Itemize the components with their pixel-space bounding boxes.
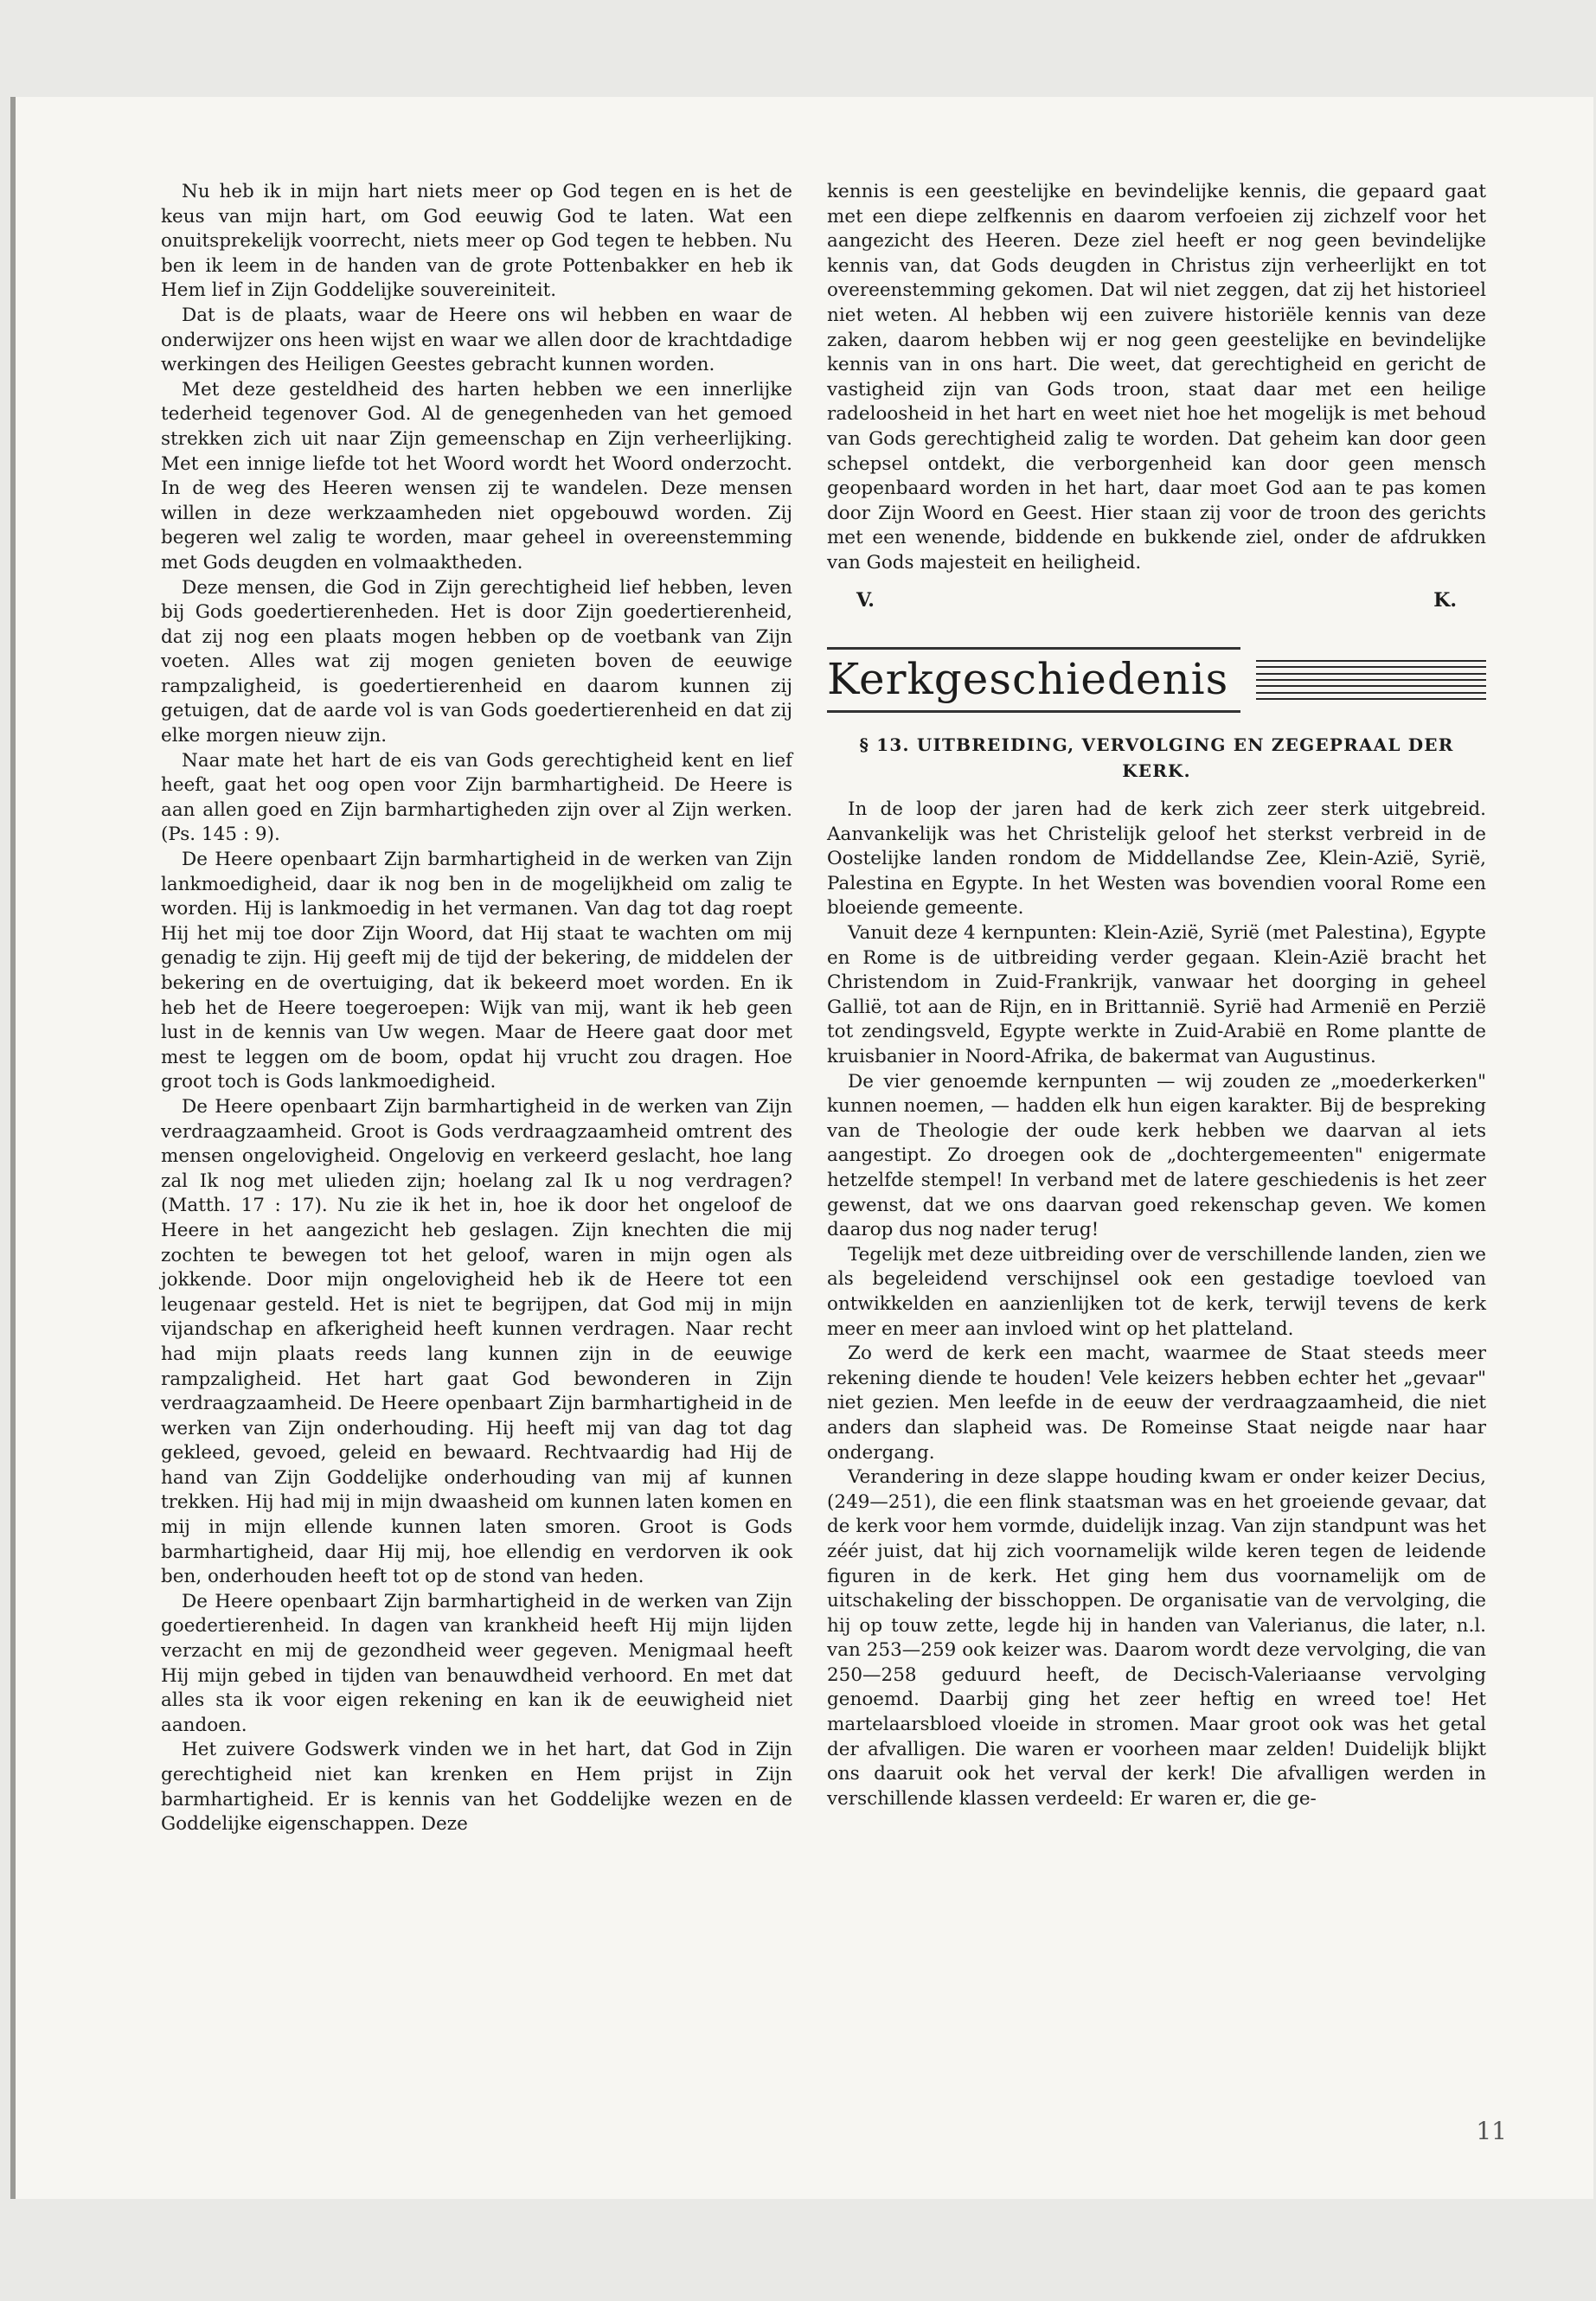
right-column xyxy=(827,180,1486,1811)
paragraph: Tegelijk met deze uitbreiding over de verschillende landen, zien we als begeleidend verschijnsel ook een gestadige toevloed van ontwikkelden en aanzienlijken tot de kerk, terwijl tevens de kerk meer en meer aan invloed wint op het platteland. xyxy=(827,1243,1486,1340)
paragraph: De Heere openbaart Zijn barmhartigheid in de werken van Zijn goedertierenheid. In dagen van krankheid heeft Hij mijn lijden verzacht en mij de gezondheid weer gegeven. Menigmaal heeft Hij mijn gebed in tijden van benauwdheid verhoord. En met dat alles sta ik voor eigen rekening en kan ik de eeuwigheid niet aandoen. xyxy=(161,1590,792,1736)
section-title: Kerkgeschiedenis xyxy=(827,647,1240,713)
page-number: 11 xyxy=(1476,2117,1507,2145)
page-sheet xyxy=(10,97,1593,2199)
paragraph: Het zuivere Godswerk vinden we in het hart, dat God in Zijn gerechtigheid niet kan krenken en Hem prijst in Zijn barmhartigheid. Er is kennis van het Goddelijke wezen en de Goddelijke eigenschappen. Deze xyxy=(161,1739,792,1836)
signature-right: K. xyxy=(1433,588,1457,612)
left-column xyxy=(161,180,792,1837)
signature-left: V. xyxy=(856,588,875,612)
paragraph: Verandering in deze slappe houding kwam er onder keizer Decius, (249—251), die een flink staatsman was en het groeiende gevaar, dat de kerk voor hem vormde, duidelijk inzag. Van zijn standpunt was het zéér juist, dat hij zich voornamelijk wilde keren tegen de leidende figuren in de kerk. Het ging hem dus voornamelijk om de uitschakeling der bisschoppen. De organisatie van de vervolging, die hij op touw zette, legde hij in handen van Valerianus, die later, n.l. van 253—259 ook keizer was. Daarom wordt deze vervolging, die van 250—258 geduurd heeft, de Decisch-Valeriaanse vervolging genoemd. Daarbij ging het zeer heftig en wreed toe! Het martelaarsbloed vloeide in stromen. Maar groot ook was het getal der afvalligen. Die waren er voorheen maar zelden! Duidelijk blijkt ons daaruit ook het verval der kerk! Die afvalligen werden in verschillende klassen verdeeld: Er waren er, die ge- xyxy=(827,1466,1486,1810)
paragraph: De Heere openbaart Zijn barmhartigheid in de werken van Zijn verdraagzaamheid. Groot is Gods verdraagzaamheid omtrent des mensen ongelovigheid. Ongelovig en verkeerd geslacht, hoe lang zal Ik nog met ulieden zijn; hoelang zal Ik u nog verdragen? (Matth. 17 : 17). Nu zie ik het in, hoe ik door het ongeloof de Heere in het aangezicht heb geslagen. Zijn knechten die mij zochten te bewegen tot het geloof, waren in mijn ogen als jokkende. Door mijn ongelovigheid heb ik de Heere tot een leugenaar gesteld. Het is niet te begrijpen, dat God mij in mijn vijandschap en afkerigheid heeft kunnen verdragen. Naar recht had mijn plaats reeds lang kunnen zijn in de eeuwige rampzaligheid. Het hart gaat God bewonderen in Zijn verdraagzaamheid. De Heere openbaart Zijn barmhartigheid in de werken van Zijn onderhouding. Hij heeft mij van dag tot dag gekleed, gevoed, geleid en bewaard. Rechtvaardig had Hij de hand van Zijn Goddelijke onderhouding van mij af kunnen trekken. Hij had mij in mijn dwaasheid om kunnen laten komen en mij in mijn ellende kunnen laten smoren. Groot is Gods barmhartigheid, daar Hij mij, hoe ellendig en verdorven ik ook ben, onderhouden heeft tot op de stond van heden. xyxy=(161,1095,792,1588)
paragraph: Zo werd de kerk een macht, waarmee de Staat steeds meer rekening diende te houden! Vele keizers hebben echter het „gevaar" niet gezien. Men leefde in de eeuw der verdraagzaamheid, die niet anders dan slapheid was. De Romeinse Staat neigde naar haar ondergang. xyxy=(827,1343,1486,1464)
decorative-rules xyxy=(1256,660,1486,700)
subheading: § 13. UITBREIDING, VERVOLGING EN ZEGEPRAAL DER KERK. xyxy=(859,734,1454,782)
paragraph: kennis is een geestelijke en bevindelijke kennis, die gepaard gaat met een diepe zelfkennis en daarom verfoeien zij zichzelf voor het aangezicht des Heeren. Deze ziel heeft er nog geen bevindelijke kennis van, dat Gods deugden in Christus zijn verheerlijkt en tot overeenstemming gekomen. Dat wil niet zeggen, dat zij het historieel niet weten. Al hebben wij een zuivere historiële kennis van deze zaken, daarom hebben wij er nog geen geestelijke en bevindelijke kennis van in ons hart. Die weet, dat gerechtigheid en gericht de vastigheid zijn van Gods troon, staat daar met een heilige radeloosheid in het hart en weet niet hoe het mogelijk is met behoud van Gods gerechtigheid zalig te worden. Dat geheim kan door geen schepsel ontdekt, die verborgenheid kan door geen mensch geopenbaard worden in het hart, daar moet God aan te pas komen door Zijn Woord en Geest. Hier staan zij voor de troon des gerichts met een wenende, biddende en bukkende ziel, onder de afdrukken van Gods majesteit en heiligheid. xyxy=(827,181,1486,574)
paragraph: Vanuit deze 4 kernpunten: Klein-Azië, Syrië (met Palestina), Egypte en Rome is de uitbreiding verder gegaan. Klein-Azië bracht het Christendom in Zuid-Frankrijk, vanwaar het doorging in geheel Gallië, tot aan de Rijn, en in Brittannië. Syrië had Armenië en Perzië tot zendingsveld, Egypte werkte in Zuid-Arabië en Rome plantte de kruisbanier in Noord-Afrika, de bakermat van Augustinus. xyxy=(827,922,1486,1068)
paragraph: Met deze gesteldheid des harten hebben we een innerlijke tederheid tegenover God. Al de genegenheden van het gemoed strekken zich uit naar Zijn gemeenschap en Zijn verheerlijking. Met een innige liefde tot het Woord wordt het Woord onderzocht. In de weg des Heeren wensen zij te wandelen. Deze mensen willen in deze werkzaamheden niet opgebouwd worden. Zij begeren wel zalig te worden, maar geheel in overeenstemming met Gods deugden en volmaaktheden. xyxy=(161,378,792,574)
paragraph: De Heere openbaart Zijn barmhartigheid in de werken van Zijn lankmoedigheid, daar ik nog ben in de mogelijkheid om zalig te worden. Hij is lankmoedig in het vermanen. Van dag tot dag roept Hij het mij toe door Zijn Woord, dat Hij staat te wachten om mij genadig te zijn. Hij geeft mij de tijd der bekering, de middelen der bekering en de overtuiging, dat ik bekeerd moet worden. En ik heb het de Heere toegeroepen: Wijk van mij, want ik heb geen lust in de kennis van Uw wegen. Maar de Heere gaat door met mest te leggen om de boom, opdat hij vrucht zou dragen. Hoe groot toch is Gods lankmoedigheid. xyxy=(161,849,792,1093)
paragraph: De vier genoemde kernpunten — wij zouden ze „moederkerken" kunnen noemen, — hadden elk hun eigen karakter. Bij de bespreking van de Theologie der oude kerk hebben we daarvan al iets aangestipt. Zo droegen ook de „dochtergemeenten" enigermate hetzelfde stempel! In verband met de latere geschiedenis is het zeer gewenst, dat we ons daarvan goed rekenschap geven. We komen daarop dus nog nader terug! xyxy=(827,1070,1486,1241)
section-header xyxy=(827,654,1486,706)
signature xyxy=(827,576,1486,613)
paragraph: In de loop der jaren had de kerk zich zeer sterk uitgebreid. Aanvankelijk was het Christelijk geloof het sterkst verbreid in de Oostelijke landen rondom de Middellandse Zee, Klein-Azië, Syrië, Palestina en Egypte. In het Westen was bovendien vooral Rome een bloeiende gemeente. xyxy=(827,798,1486,920)
paragraph: Naar mate het hart de eis van Gods gerechtigheid kent en lief heeft, gaat het oog open voor Zijn barmhartigheid. De Heere is aan allen goed en Zijn barmhartigheden zijn over al Zijn werken. (Ps. 145 : 9). xyxy=(161,749,792,846)
paragraph: Dat is de plaats, waar de Heere ons wil hebben en waar de onderwijzer ons heen wijst en waar we allen door de krachtdadige werkingen des Heiligen Geestes gebracht kunnen worden. xyxy=(161,304,792,376)
paragraph: Deze mensen, die God in Zijn gerechtigheid lief hebben, leven bij Gods goedertierenheden. Het is door Zijn goedertierenheid, dat zij nog een plaats mogen hebben op de voetbank van Zijn voeten. Alles wat zij mogen genieten boven de eeuwige rampzaligheid, is goedertierenheid en daarom kunnen zij getuigen, dat de aarde vol is van Gods goedertierenheid en dat zij elke morgen nieuw zijn. xyxy=(161,576,792,747)
paragraph: Nu heb ik in mijn hart niets meer op God tegen en is het de keus van mijn hart, om God eeuwig God te laten. Wat een onuitsprekelijk voorrecht, niets meer op God tegen te hebben. Nu ben ik leem in de handen van de grote Pottenbakker en heb ik Hem lief in Zijn Goddelijke souvereiniteit. xyxy=(161,181,792,302)
